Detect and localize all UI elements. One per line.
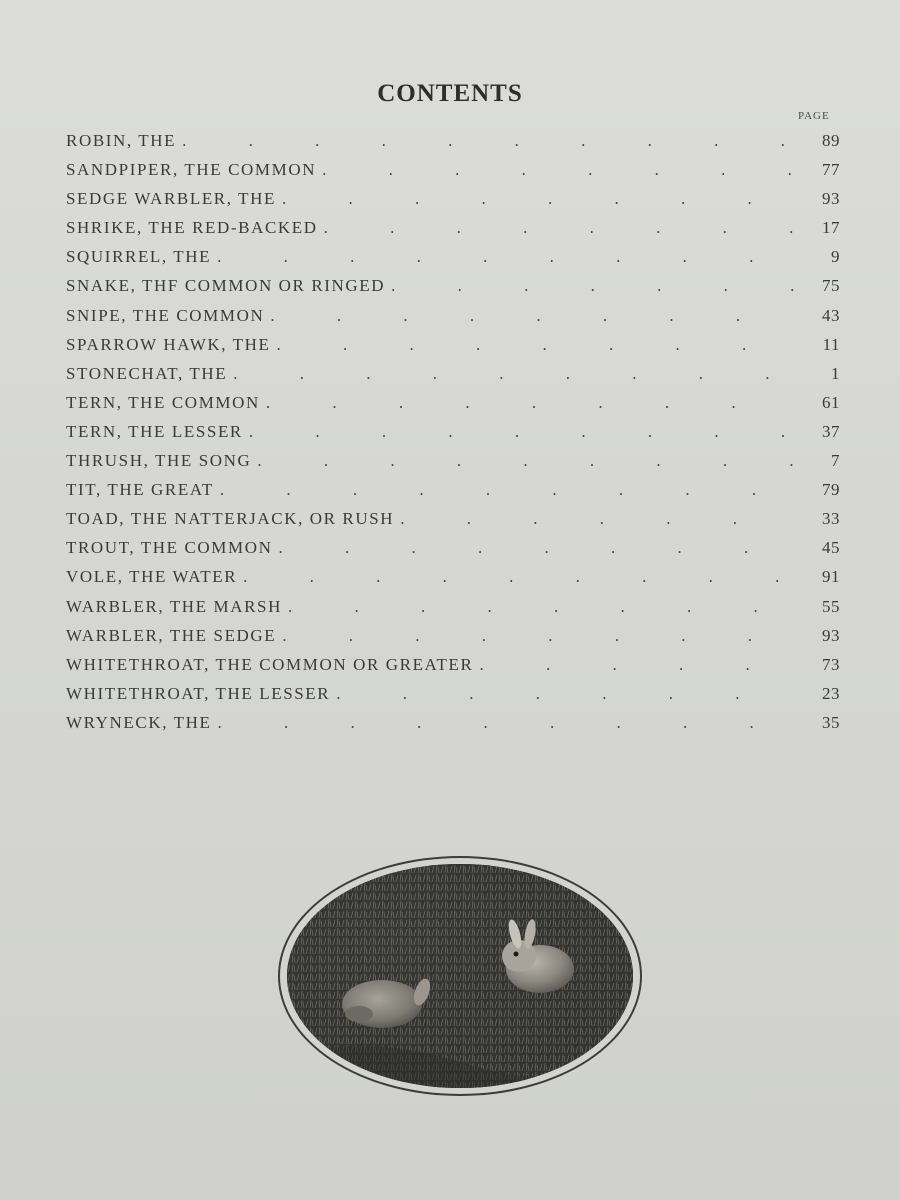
toc-entry-page: 45 — [822, 538, 840, 558]
toc-entry — [66, 388, 840, 417]
dot-leader — [217, 708, 796, 737]
toc-entry-title: TERN, THE COMMON — [66, 392, 260, 412]
toc-entry-page: 91 — [822, 567, 840, 587]
toc-entry-page: 93 — [822, 189, 840, 209]
toc-entry — [66, 301, 840, 330]
dot-leader — [391, 271, 796, 300]
dot-leader — [282, 621, 796, 650]
dot-leader — [257, 446, 796, 475]
toc-entry-title: THRUSH, THE SONG — [66, 451, 252, 471]
toc-entry-page: 73 — [822, 654, 840, 674]
toc-entry-title: WHITETHROAT, THE COMMON OR GREATER — [66, 654, 474, 674]
toc-entry-title: ROBIN, THE — [66, 131, 177, 150]
toc-entry-page: 89 — [822, 131, 840, 150]
toc-entry — [66, 533, 840, 562]
toc-entry-page: 61 — [822, 392, 840, 412]
dot-leader — [324, 213, 796, 242]
dot-leader — [233, 359, 796, 388]
toc-entry-page: 35 — [822, 712, 840, 732]
toc-entry — [66, 213, 840, 242]
toc-entry-title: SPARROW HAWK, THE — [66, 334, 271, 354]
dot-leader — [266, 388, 796, 417]
toc-entry-page: 33 — [822, 509, 840, 529]
toc-entry-title: STONECHAT, THE — [66, 363, 228, 383]
toc-entry — [66, 330, 840, 359]
toc-entry — [66, 504, 840, 533]
toc-entry-title: SNAKE, THF COMMON OR RINGED — [66, 276, 386, 296]
toc-entry-title: SQUIRREL, THE — [66, 247, 212, 267]
toc-entry-page: 37 — [822, 421, 840, 441]
dot-leader — [270, 301, 796, 330]
dot-leader — [249, 417, 796, 446]
toc-entry-title: TIT, THE GREAT — [66, 480, 214, 500]
page-title: CONTENTS — [377, 80, 523, 107]
toc-entry-page: 1 — [831, 363, 840, 383]
toc-entry-title: SANDPIPER, THE COMMON — [66, 160, 317, 180]
toc-entry-page: 9 — [831, 247, 840, 267]
toc-entry — [66, 679, 840, 708]
toc-entry-title: TROUT, THE COMMON — [66, 538, 273, 558]
dot-leader — [322, 155, 796, 184]
toc-entry-page: 11 — [822, 334, 840, 354]
toc-entry-title: WARBLER, THE MARSH — [66, 596, 282, 616]
toc-entry-title: SEDGE WARBLER, THE — [66, 189, 276, 209]
dot-leader — [220, 475, 796, 504]
toc-entry — [66, 271, 840, 300]
dot-leader — [279, 533, 797, 562]
dot-leader — [217, 242, 796, 271]
toc-entry — [66, 446, 840, 475]
dot-leader — [479, 650, 796, 679]
toc-entry — [66, 621, 840, 650]
dot-leader — [400, 504, 796, 533]
toc-entry-page: 43 — [822, 305, 840, 325]
toc-entry — [66, 359, 840, 388]
dot-leader — [243, 562, 796, 591]
dot-leader — [282, 184, 796, 213]
toc-entry-title: SHRIKE, THE RED-BACKED — [66, 218, 318, 238]
toc-entry — [66, 242, 840, 271]
toc-entry-page: 75 — [822, 276, 840, 296]
dot-leader — [288, 592, 796, 621]
toc-entry-page: 7 — [831, 451, 840, 471]
dot-leader — [182, 126, 796, 155]
toc-entry-page: 17 — [822, 218, 840, 238]
oval-photo-frame — [278, 856, 642, 1096]
toc-entry-title: WARBLER, THE SEDGE — [66, 625, 277, 645]
toc-entry-title: WHITETHROAT, THE LESSER — [66, 683, 331, 703]
rabbits-photo — [287, 864, 633, 1088]
toc-entry — [66, 650, 840, 679]
toc-entry-page: 77 — [822, 160, 840, 180]
toc-entry-title: WRYNECK, THE — [66, 712, 212, 732]
toc-entry — [66, 184, 840, 213]
contents-list — [66, 126, 840, 737]
toc-entry — [66, 126, 840, 155]
toc-entry — [66, 417, 840, 446]
dot-leader — [277, 330, 796, 359]
toc-entry — [66, 708, 840, 737]
toc-entry-title: TOAD, THE NATTERJACK, OR RUSH — [66, 509, 395, 529]
toc-entry — [66, 475, 840, 504]
toc-entry-page: 93 — [822, 625, 840, 645]
toc-entry-page: 23 — [822, 683, 840, 703]
toc-entry — [66, 155, 840, 184]
toc-entry-page: 55 — [822, 596, 840, 616]
toc-entry-title: SNIPE, THE COMMON — [66, 305, 265, 325]
toc-entry — [66, 592, 840, 621]
toc-entry-title: VOLE, THE WATER — [66, 567, 238, 587]
toc-entry-page: 79 — [822, 480, 840, 500]
dot-leader — [336, 679, 796, 708]
toc-entry — [66, 562, 840, 591]
rabbits-illustration — [287, 864, 633, 1088]
toc-entry-title: TERN, THE LESSER — [66, 421, 243, 441]
page-column-heading: PAGE — [798, 110, 830, 122]
